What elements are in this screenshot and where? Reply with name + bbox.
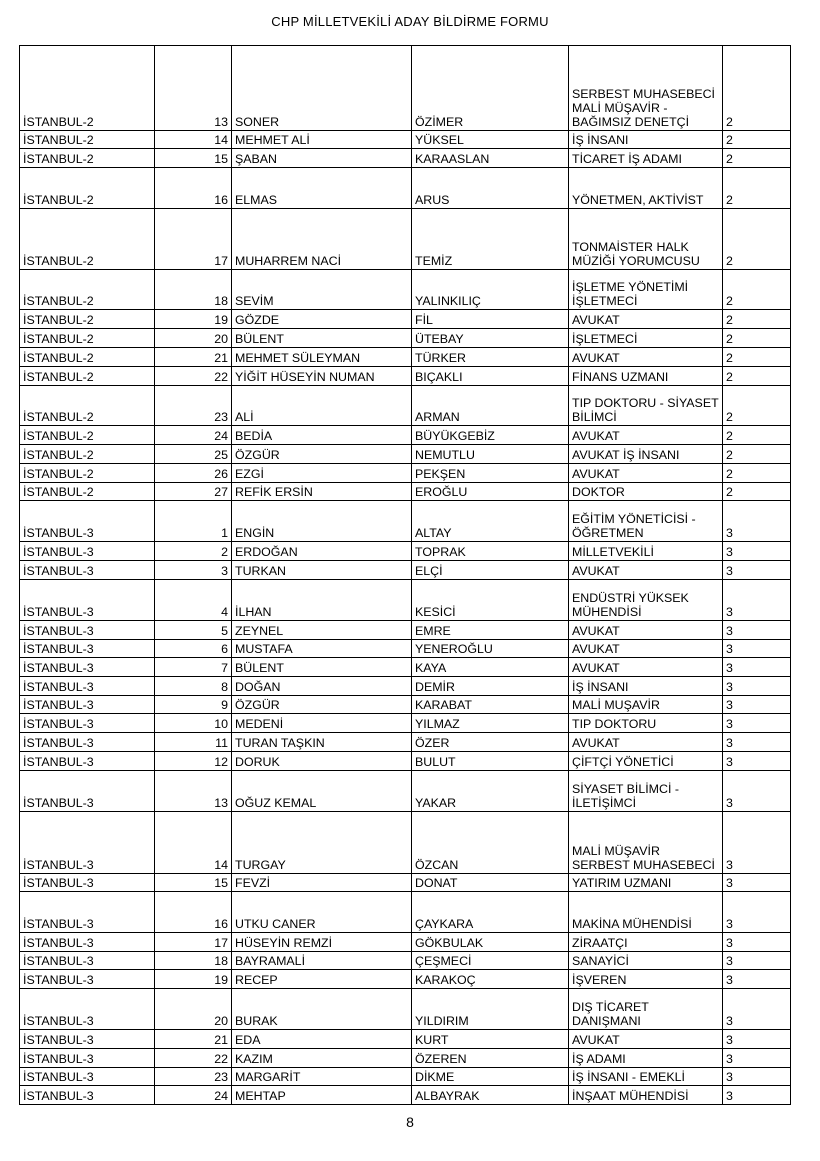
- cell-province: İSTANBUL-2: [20, 386, 155, 426]
- cell-last-name: KARAASLAN: [412, 149, 569, 168]
- table-row: [20, 464, 791, 483]
- cell-province: İSTANBUL-3: [20, 771, 155, 812]
- cell-rank: 23: [155, 386, 232, 426]
- cell-province: İSTANBUL-3: [20, 714, 155, 733]
- table-row: [20, 696, 791, 714]
- cell-occupation: AVUKAT: [569, 658, 723, 677]
- cell-rank: 19: [155, 310, 232, 329]
- cell-first-name: ELMAS: [232, 168, 412, 209]
- cell-first-name: ENGİN: [232, 501, 412, 542]
- cell-rank: 2: [155, 542, 232, 561]
- cell-province: İSTANBUL-3: [20, 640, 155, 658]
- cell-rank: 8: [155, 677, 232, 696]
- cell-first-name: EZGİ: [232, 464, 412, 483]
- cell-first-name: MEDENİ: [232, 714, 412, 733]
- table-row: [20, 329, 791, 348]
- table-row: [20, 149, 791, 168]
- cell-last-name: ÖZEREN: [412, 1049, 569, 1068]
- cell-rank: 20: [155, 989, 232, 1030]
- table-row: [20, 733, 791, 752]
- cell-occupation: AVUKAT: [569, 640, 723, 658]
- cell-district: 3: [723, 933, 791, 952]
- cell-first-name: DOĞAN: [232, 677, 412, 696]
- cell-first-name: İLHAN: [232, 580, 412, 621]
- cell-occupation: FİNANS UZMANI: [569, 367, 723, 386]
- cell-occupation: AVUKAT İŞ İNSANI: [569, 445, 723, 464]
- candidate-table: [19, 45, 791, 1105]
- cell-province: İSTANBUL-2: [20, 131, 155, 149]
- cell-last-name: ALBAYRAK: [412, 1086, 569, 1105]
- cell-last-name: KARABAT: [412, 696, 569, 714]
- cell-last-name: ÖZCAN: [412, 812, 569, 874]
- cell-province: İSTANBUL-3: [20, 677, 155, 696]
- cell-province: İSTANBUL-3: [20, 989, 155, 1030]
- cell-district: 2: [723, 209, 791, 270]
- cell-district: 3: [723, 714, 791, 733]
- cell-occupation: YATIRIM UZMANI: [569, 874, 723, 892]
- cell-occupation: AVUKAT: [569, 310, 723, 329]
- cell-rank: 16: [155, 168, 232, 209]
- cell-first-name: KAZIM: [232, 1049, 412, 1068]
- table-row: [20, 209, 791, 270]
- table-row: [20, 677, 791, 696]
- table-row: [20, 580, 791, 621]
- cell-rank: 16: [155, 892, 232, 933]
- cell-district: 3: [723, 771, 791, 812]
- cell-province: İSTANBUL-3: [20, 621, 155, 640]
- cell-last-name: ELÇİ: [412, 561, 569, 580]
- cell-last-name: DONAT: [412, 874, 569, 892]
- table-row: [20, 367, 791, 386]
- cell-rank: 25: [155, 445, 232, 464]
- cell-occupation: ÇİFTÇİ YÖNETİCİ: [569, 752, 723, 771]
- cell-district: 3: [723, 501, 791, 542]
- cell-province: İSTANBUL-3: [20, 696, 155, 714]
- cell-first-name: TURGAY: [232, 812, 412, 874]
- cell-first-name: GÖZDE: [232, 310, 412, 329]
- cell-rank: 21: [155, 1030, 232, 1049]
- cell-rank: 14: [155, 812, 232, 874]
- cell-last-name: BÜYÜKGEBİZ: [412, 426, 569, 445]
- cell-rank: 21: [155, 348, 232, 367]
- table-row: [20, 561, 791, 580]
- cell-rank: 24: [155, 426, 232, 445]
- cell-last-name: ARMAN: [412, 386, 569, 426]
- cell-district: 3: [723, 733, 791, 752]
- cell-province: İSTANBUL-3: [20, 1068, 155, 1086]
- table-row: [20, 445, 791, 464]
- cell-rank: 27: [155, 483, 232, 501]
- cell-province: İSTANBUL-3: [20, 952, 155, 970]
- cell-rank: 20: [155, 329, 232, 348]
- cell-last-name: ÜTEBAY: [412, 329, 569, 348]
- cell-province: İSTANBUL-3: [20, 580, 155, 621]
- cell-district: 3: [723, 1086, 791, 1105]
- cell-first-name: YİĞİT HÜSEYİN NUMAN: [232, 367, 412, 386]
- table-row: [20, 874, 791, 892]
- cell-district: 2: [723, 445, 791, 464]
- cell-last-name: ÇAYKARA: [412, 892, 569, 933]
- table-row: [20, 168, 791, 209]
- cell-rank: 7: [155, 658, 232, 677]
- cell-district: 2: [723, 483, 791, 501]
- cell-first-name: HÜSEYİN REMZİ: [232, 933, 412, 952]
- cell-occupation: MALİ MUŞAVİR: [569, 696, 723, 714]
- cell-occupation: İŞ İNSANI: [569, 677, 723, 696]
- page-number: 8: [406, 1114, 414, 1130]
- cell-district: 3: [723, 658, 791, 677]
- cell-province: İSTANBUL-2: [20, 445, 155, 464]
- cell-province: İSTANBUL-3: [20, 1030, 155, 1049]
- cell-first-name: MUHARREM NACİ: [232, 209, 412, 270]
- cell-first-name: UTKU CANER: [232, 892, 412, 933]
- cell-last-name: TOPRAK: [412, 542, 569, 561]
- table-row: [20, 348, 791, 367]
- cell-occupation: AVUKAT: [569, 426, 723, 445]
- cell-occupation: İŞ İNSANI: [569, 131, 723, 149]
- cell-province: İSTANBUL-2: [20, 426, 155, 445]
- table-row: [20, 640, 791, 658]
- cell-district: 3: [723, 677, 791, 696]
- cell-district: 2: [723, 386, 791, 426]
- cell-last-name: YÜKSEL: [412, 131, 569, 149]
- cell-first-name: RECEP: [232, 970, 412, 989]
- cell-rank: 5: [155, 621, 232, 640]
- cell-rank: 14: [155, 131, 232, 149]
- cell-district: 2: [723, 131, 791, 149]
- cell-province: İSTANBUL-2: [20, 464, 155, 483]
- cell-occupation: İŞVEREN: [569, 970, 723, 989]
- table-row: [20, 46, 791, 131]
- cell-first-name: BURAK: [232, 989, 412, 1030]
- cell-last-name: DEMİR: [412, 677, 569, 696]
- cell-occupation: MİLLETVEKİLİ: [569, 542, 723, 561]
- cell-province: İSTANBUL-3: [20, 874, 155, 892]
- cell-district: 3: [723, 1030, 791, 1049]
- cell-first-name: ALİ: [232, 386, 412, 426]
- cell-first-name: TURAN TAŞKIN: [232, 733, 412, 752]
- cell-occupation: EĞİTİM YÖNETİCİSİ - ÖĞRETMEN: [569, 501, 723, 542]
- cell-district: 3: [723, 542, 791, 561]
- page-title: CHP MİLLETVEKİLİ ADAY BİLDİRME FORMU: [271, 14, 549, 29]
- cell-rank: 23: [155, 1068, 232, 1086]
- table-row: [20, 1030, 791, 1049]
- cell-district: 3: [723, 696, 791, 714]
- cell-rank: 13: [155, 771, 232, 812]
- cell-last-name: DİKME: [412, 1068, 569, 1086]
- cell-province: İSTANBUL-2: [20, 209, 155, 270]
- cell-last-name: KAYA: [412, 658, 569, 677]
- cell-first-name: TURKAN: [232, 561, 412, 580]
- cell-occupation: MAKİNA MÜHENDİSİ: [569, 892, 723, 933]
- cell-last-name: NEMUTLU: [412, 445, 569, 464]
- cell-first-name: ÖZGÜR: [232, 445, 412, 464]
- cell-district: 2: [723, 348, 791, 367]
- cell-occupation: AVUKAT: [569, 464, 723, 483]
- table-row: [20, 752, 791, 771]
- cell-first-name: SEVİM: [232, 270, 412, 310]
- cell-last-name: EROĞLU: [412, 483, 569, 501]
- cell-occupation: AVUKAT: [569, 733, 723, 752]
- cell-last-name: YILMAZ: [412, 714, 569, 733]
- cell-rank: 18: [155, 270, 232, 310]
- cell-first-name: MARGARİT: [232, 1068, 412, 1086]
- cell-last-name: TEMİZ: [412, 209, 569, 270]
- cell-district: 3: [723, 1068, 791, 1086]
- cell-last-name: YALINKILIÇ: [412, 270, 569, 310]
- cell-occupation: AVUKAT: [569, 1030, 723, 1049]
- cell-district: 3: [723, 752, 791, 771]
- cell-last-name: ARUS: [412, 168, 569, 209]
- cell-first-name: MEHTAP: [232, 1086, 412, 1105]
- cell-province: İSTANBUL-3: [20, 1049, 155, 1068]
- cell-first-name: ZEYNEL: [232, 621, 412, 640]
- cell-rank: 24: [155, 1086, 232, 1105]
- cell-district: 2: [723, 329, 791, 348]
- cell-occupation: SİYASET BİLİMCİ - İLETİŞİMCİ: [569, 771, 723, 812]
- cell-occupation: İŞ İNSANI - EMEKLİ: [569, 1068, 723, 1086]
- cell-district: 3: [723, 1049, 791, 1068]
- cell-last-name: ALTAY: [412, 501, 569, 542]
- cell-first-name: OĞUZ KEMAL: [232, 771, 412, 812]
- cell-district: 2: [723, 46, 791, 131]
- cell-last-name: ÇEŞMECİ: [412, 952, 569, 970]
- cell-occupation: DOKTOR: [569, 483, 723, 501]
- cell-rank: 26: [155, 464, 232, 483]
- cell-occupation: TIP DOKTORU - SİYASET BİLİMCİ: [569, 386, 723, 426]
- cell-first-name: EDA: [232, 1030, 412, 1049]
- table-row: [20, 621, 791, 640]
- cell-rank: 3: [155, 561, 232, 580]
- cell-district: 3: [723, 892, 791, 933]
- candidate-rows: [20, 46, 791, 1105]
- table-row: [20, 970, 791, 989]
- cell-rank: 9: [155, 696, 232, 714]
- cell-last-name: PEKŞEN: [412, 464, 569, 483]
- cell-district: 2: [723, 149, 791, 168]
- cell-occupation: İNŞAAT MÜHENDİSİ: [569, 1086, 723, 1105]
- cell-occupation: AVUKAT: [569, 348, 723, 367]
- cell-district: 2: [723, 367, 791, 386]
- cell-province: İSTANBUL-2: [20, 270, 155, 310]
- cell-first-name: MEHMET SÜLEYMAN: [232, 348, 412, 367]
- cell-province: İSTANBUL-3: [20, 1086, 155, 1105]
- table-row: [20, 714, 791, 733]
- cell-occupation: SANAYİCİ: [569, 952, 723, 970]
- table-row: [20, 542, 791, 561]
- cell-occupation: İŞLETME YÖNETİMİ İŞLETMECİ: [569, 270, 723, 310]
- cell-first-name: REFİK ERSİN: [232, 483, 412, 501]
- cell-district: 2: [723, 464, 791, 483]
- table-row: [20, 892, 791, 933]
- cell-first-name: MUSTAFA: [232, 640, 412, 658]
- cell-last-name: BULUT: [412, 752, 569, 771]
- cell-rank: 10: [155, 714, 232, 733]
- cell-province: İSTANBUL-2: [20, 367, 155, 386]
- cell-district: 2: [723, 426, 791, 445]
- cell-rank: 12: [155, 752, 232, 771]
- cell-rank: 13: [155, 46, 232, 131]
- cell-first-name: BAYRAMALİ: [232, 952, 412, 970]
- cell-rank: 6: [155, 640, 232, 658]
- cell-occupation: İŞ ADAMI: [569, 1049, 723, 1068]
- cell-last-name: YAKAR: [412, 771, 569, 812]
- cell-rank: 19: [155, 970, 232, 989]
- cell-province: İSTANBUL-2: [20, 310, 155, 329]
- cell-district: 3: [723, 640, 791, 658]
- cell-occupation: AVUKAT: [569, 561, 723, 580]
- table-row: [20, 658, 791, 677]
- cell-last-name: ÖZİMER: [412, 46, 569, 131]
- cell-first-name: MEHMET ALİ: [232, 131, 412, 149]
- cell-province: İSTANBUL-2: [20, 348, 155, 367]
- cell-last-name: KURT: [412, 1030, 569, 1049]
- table-row: [20, 771, 791, 812]
- cell-occupation: TONMAİSTER HALK MÜZİĞİ YORUMCUSU: [569, 209, 723, 270]
- cell-first-name: BEDİA: [232, 426, 412, 445]
- cell-occupation: AVUKAT: [569, 621, 723, 640]
- cell-district: 3: [723, 561, 791, 580]
- cell-occupation: TIP DOKTORU: [569, 714, 723, 733]
- cell-province: İSTANBUL-3: [20, 561, 155, 580]
- cell-occupation: YÖNETMEN, AKTİVİST: [569, 168, 723, 209]
- table-row: [20, 310, 791, 329]
- cell-province: İSTANBUL-3: [20, 733, 155, 752]
- cell-last-name: YENEROĞLU: [412, 640, 569, 658]
- cell-district: 3: [723, 989, 791, 1030]
- table-row: [20, 426, 791, 445]
- cell-occupation: MALİ MÜŞAVİR SERBEST MUHASEBECİ: [569, 812, 723, 874]
- cell-rank: 17: [155, 209, 232, 270]
- cell-rank: 15: [155, 149, 232, 168]
- table-row: [20, 483, 791, 501]
- table-row: [20, 1068, 791, 1086]
- cell-province: İSTANBUL-3: [20, 970, 155, 989]
- table-row: [20, 501, 791, 542]
- cell-province: İSTANBUL-3: [20, 892, 155, 933]
- cell-province: İSTANBUL-3: [20, 752, 155, 771]
- cell-occupation: DIŞ TİCARET DANIŞMANI: [569, 989, 723, 1030]
- cell-last-name: ÖZER: [412, 733, 569, 752]
- cell-rank: 15: [155, 874, 232, 892]
- table-row: [20, 812, 791, 874]
- table-row: [20, 386, 791, 426]
- cell-province: İSTANBUL-2: [20, 149, 155, 168]
- cell-province: İSTANBUL-2: [20, 168, 155, 209]
- cell-rank: 1: [155, 501, 232, 542]
- cell-district: 3: [723, 812, 791, 874]
- cell-rank: 22: [155, 1049, 232, 1068]
- cell-district: 3: [723, 621, 791, 640]
- cell-last-name: YILDIRIM: [412, 989, 569, 1030]
- cell-occupation: ZİRAATÇI: [569, 933, 723, 952]
- cell-first-name: ŞABAN: [232, 149, 412, 168]
- cell-rank: 17: [155, 933, 232, 952]
- cell-province: İSTANBUL-2: [20, 483, 155, 501]
- table-row: [20, 989, 791, 1030]
- cell-last-name: GÖKBULAK: [412, 933, 569, 952]
- cell-province: İSTANBUL-3: [20, 658, 155, 677]
- cell-last-name: KARAKOÇ: [412, 970, 569, 989]
- cell-district: 2: [723, 270, 791, 310]
- table-row: [20, 1049, 791, 1068]
- cell-first-name: ÖZGÜR: [232, 696, 412, 714]
- cell-first-name: DORUK: [232, 752, 412, 771]
- cell-last-name: FİL: [412, 310, 569, 329]
- cell-last-name: EMRE: [412, 621, 569, 640]
- cell-last-name: BIÇAKLI: [412, 367, 569, 386]
- cell-district: 2: [723, 310, 791, 329]
- cell-rank: 22: [155, 367, 232, 386]
- cell-province: İSTANBUL-2: [20, 46, 155, 131]
- cell-province: İSTANBUL-3: [20, 501, 155, 542]
- table-row: [20, 952, 791, 970]
- cell-district: 3: [723, 580, 791, 621]
- cell-province: İSTANBUL-3: [20, 812, 155, 874]
- cell-first-name: SONER: [232, 46, 412, 131]
- cell-last-name: TÜRKER: [412, 348, 569, 367]
- cell-last-name: KESİCİ: [412, 580, 569, 621]
- table-row: [20, 1086, 791, 1105]
- cell-occupation: SERBEST MUHASEBECİ MALİ MÜŞAVİR - BAĞIMSIZ DENETÇİ: [569, 46, 723, 131]
- cell-first-name: BÜLENT: [232, 329, 412, 348]
- table-row: [20, 270, 791, 310]
- cell-province: İSTANBUL-3: [20, 933, 155, 952]
- cell-occupation: TİCARET İŞ ADAMI: [569, 149, 723, 168]
- table-row: [20, 131, 791, 149]
- cell-rank: 4: [155, 580, 232, 621]
- cell-first-name: BÜLENT: [232, 658, 412, 677]
- cell-district: 2: [723, 168, 791, 209]
- table-row: [20, 933, 791, 952]
- cell-rank: 18: [155, 952, 232, 970]
- cell-rank: 11: [155, 733, 232, 752]
- cell-first-name: FEVZİ: [232, 874, 412, 892]
- cell-district: 3: [723, 970, 791, 989]
- cell-occupation: ENDÜSTRİ YÜKSEK MÜHENDİSİ: [569, 580, 723, 621]
- cell-district: 3: [723, 952, 791, 970]
- cell-province: İSTANBUL-2: [20, 329, 155, 348]
- cell-district: 3: [723, 874, 791, 892]
- cell-province: İSTANBUL-3: [20, 542, 155, 561]
- cell-occupation: İŞLETMECİ: [569, 329, 723, 348]
- cell-first-name: ERDOĞAN: [232, 542, 412, 561]
